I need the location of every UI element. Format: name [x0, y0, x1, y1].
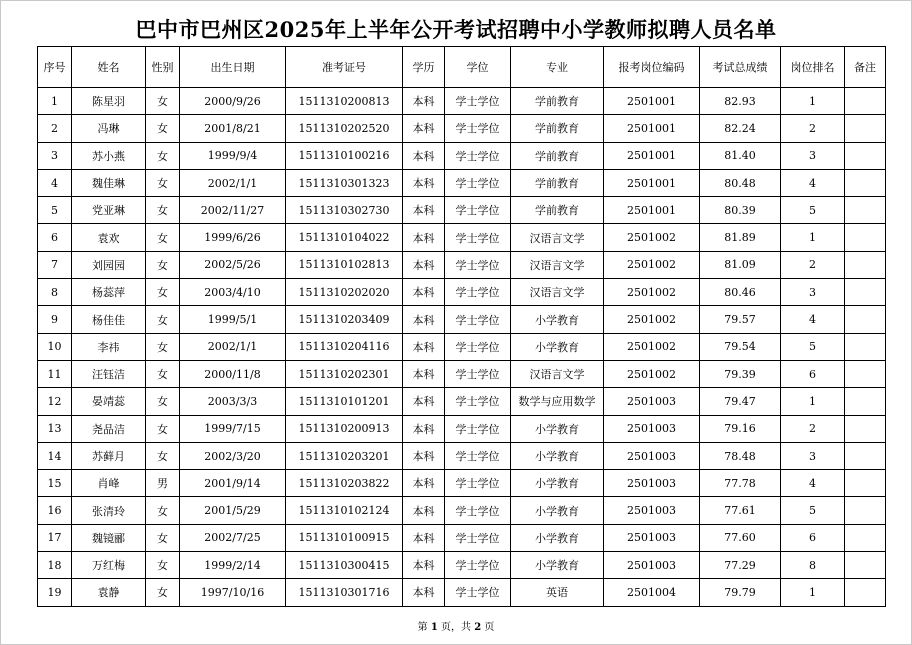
cell-degree: 学士学位 [445, 415, 511, 442]
cell-degree: 学士学位 [445, 279, 511, 306]
cell-total-score: 79.54 [700, 333, 781, 360]
cell-name: 陈星羽 [72, 88, 146, 115]
page-title: 巴中市巴州区2025年上半年公开考试招聘中小学教师拟聘人员名单 [135, 17, 777, 42]
cell-education: 本科 [403, 497, 445, 524]
column-header-degree: 学位 [445, 47, 511, 88]
cell-rank: 8 [781, 552, 845, 579]
cell-gender: 女 [146, 524, 180, 551]
cell-total-score: 81.40 [700, 142, 781, 169]
cell-name: 杨佳佳 [72, 306, 146, 333]
cell-total-score: 82.24 [700, 115, 781, 142]
cell-gender: 女 [146, 88, 180, 115]
cell-exam-id: 1511310100216 [286, 142, 403, 169]
cell-birthdate: 2003/4/10 [180, 279, 286, 306]
cell-degree: 学士学位 [445, 306, 511, 333]
cell-index: 1 [38, 88, 72, 115]
cell-index: 3 [38, 142, 72, 169]
cell-index: 5 [38, 197, 72, 224]
cell-index: 2 [38, 115, 72, 142]
cell-rank: 5 [781, 497, 845, 524]
cell-total-score: 77.61 [700, 497, 781, 524]
cell-major: 汉语言文学 [511, 279, 604, 306]
cell-index: 9 [38, 306, 72, 333]
cell-education: 本科 [403, 169, 445, 196]
cell-position-code: 2501002 [604, 360, 700, 387]
cell-name: 刘园园 [72, 251, 146, 278]
footer-middle: 页，共 [441, 622, 471, 633]
column-header-birthdate: 出生日期 [180, 47, 286, 88]
cell-remarks [845, 251, 886, 278]
cell-total-score: 79.79 [700, 579, 781, 606]
cell-degree: 学士学位 [445, 88, 511, 115]
cell-major: 数学与应用数学 [511, 388, 604, 415]
cell-exam-id: 1511310203201 [286, 442, 403, 469]
table-row [38, 470, 886, 497]
column-header-total-score: 考试总成绩 [700, 47, 781, 88]
cell-total-score: 79.39 [700, 360, 781, 387]
cell-gender: 女 [146, 306, 180, 333]
cell-exam-id: 1511310202520 [286, 115, 403, 142]
cell-gender: 女 [146, 333, 180, 360]
cell-exam-id: 1511310203409 [286, 306, 403, 333]
table-row [38, 333, 886, 360]
cell-gender: 女 [146, 497, 180, 524]
cell-position-code: 2501001 [604, 115, 700, 142]
cell-major: 英语 [511, 579, 604, 606]
cell-remarks [845, 197, 886, 224]
cell-gender: 女 [146, 552, 180, 579]
cell-birthdate: 2002/5/26 [180, 251, 286, 278]
cell-index: 8 [38, 279, 72, 306]
cell-index: 4 [38, 169, 72, 196]
cell-remarks [845, 360, 886, 387]
cell-total-score: 81.09 [700, 251, 781, 278]
cell-rank: 2 [781, 415, 845, 442]
table-row [38, 224, 886, 251]
cell-total-score: 79.47 [700, 388, 781, 415]
cell-exam-id: 1511310302730 [286, 197, 403, 224]
cell-gender: 女 [146, 279, 180, 306]
cell-position-code: 2501002 [604, 251, 700, 278]
cell-degree: 学士学位 [445, 115, 511, 142]
cell-major: 小学教育 [511, 333, 604, 360]
cell-total-score: 80.39 [700, 197, 781, 224]
cell-name: 万红梅 [72, 552, 146, 579]
table-row [38, 306, 886, 333]
cell-education: 本科 [403, 251, 445, 278]
cell-major: 汉语言文学 [511, 360, 604, 387]
cell-major: 小学教育 [511, 497, 604, 524]
cell-birthdate: 2001/5/29 [180, 497, 286, 524]
cell-birthdate: 2002/11/27 [180, 197, 286, 224]
cell-education: 本科 [403, 115, 445, 142]
table-row [38, 415, 886, 442]
cell-degree: 学士学位 [445, 197, 511, 224]
cell-name: 袁欢 [72, 224, 146, 251]
cell-major: 小学教育 [511, 552, 604, 579]
cell-total-score: 81.89 [700, 224, 781, 251]
cell-remarks [845, 524, 886, 551]
cell-exam-id: 1511310202020 [286, 279, 403, 306]
cell-birthdate: 1997/10/16 [180, 579, 286, 606]
cell-exam-id: 1511310200813 [286, 88, 403, 115]
cell-remarks [845, 333, 886, 360]
cell-gender: 女 [146, 169, 180, 196]
cell-exam-id: 1511310203822 [286, 470, 403, 497]
cell-position-code: 2501003 [604, 497, 700, 524]
cell-education: 本科 [403, 388, 445, 415]
cell-degree: 学士学位 [445, 251, 511, 278]
table-row [38, 388, 886, 415]
cell-rank: 6 [781, 524, 845, 551]
cell-education: 本科 [403, 306, 445, 333]
cell-rank: 1 [781, 88, 845, 115]
footer-page-number: 1 [430, 622, 438, 633]
footer-prefix: 第 [417, 622, 428, 633]
cell-major: 学前教育 [511, 88, 604, 115]
table-row [38, 251, 886, 278]
cell-exam-id: 1511310300415 [286, 552, 403, 579]
cell-birthdate: 2002/1/1 [180, 169, 286, 196]
cell-birthdate: 1999/7/15 [180, 415, 286, 442]
cell-index: 14 [38, 442, 72, 469]
cell-rank: 4 [781, 306, 845, 333]
cell-remarks [845, 142, 886, 169]
cell-rank: 3 [781, 142, 845, 169]
cell-rank: 6 [781, 360, 845, 387]
cell-gender: 女 [146, 251, 180, 278]
table-row [38, 169, 886, 196]
cell-name: 魏佳琳 [72, 169, 146, 196]
cell-position-code: 2501003 [604, 524, 700, 551]
cell-remarks [845, 115, 886, 142]
cell-exam-id: 1511310204116 [286, 333, 403, 360]
cell-degree: 学士学位 [445, 552, 511, 579]
cell-index: 12 [38, 388, 72, 415]
cell-exam-id: 1511310102813 [286, 251, 403, 278]
cell-name: 张清玲 [72, 497, 146, 524]
cell-position-code: 2501001 [604, 88, 700, 115]
cell-birthdate: 2002/7/25 [180, 524, 286, 551]
cell-gender: 女 [146, 388, 180, 415]
cell-degree: 学士学位 [445, 497, 511, 524]
cell-exam-id: 1511310101201 [286, 388, 403, 415]
cell-total-score: 82.93 [700, 88, 781, 115]
cell-remarks [845, 306, 886, 333]
cell-name: 苏藓月 [72, 442, 146, 469]
cell-education: 本科 [403, 470, 445, 497]
cell-birthdate: 2002/1/1 [180, 333, 286, 360]
cell-total-score: 79.16 [700, 415, 781, 442]
cell-index: 16 [38, 497, 72, 524]
cell-birthdate: 2001/9/14 [180, 470, 286, 497]
cell-major: 小学教育 [511, 524, 604, 551]
cell-index: 13 [38, 415, 72, 442]
cell-major: 小学教育 [511, 470, 604, 497]
cell-gender: 女 [146, 442, 180, 469]
cell-remarks [845, 224, 886, 251]
column-header-exam-id: 准考证号 [286, 47, 403, 88]
cell-name: 魏镜郦 [72, 524, 146, 551]
cell-education: 本科 [403, 442, 445, 469]
cell-index: 11 [38, 360, 72, 387]
cell-education: 本科 [403, 415, 445, 442]
cell-gender: 女 [146, 142, 180, 169]
cell-birthdate: 1999/9/4 [180, 142, 286, 169]
page-footer [0, 618, 912, 633]
cell-position-code: 2501002 [604, 224, 700, 251]
cell-rank: 2 [781, 251, 845, 278]
cell-index: 6 [38, 224, 72, 251]
cell-name: 李祎 [72, 333, 146, 360]
cell-position-code: 2501003 [604, 552, 700, 579]
table-row [38, 360, 886, 387]
cell-degree: 学士学位 [445, 169, 511, 196]
column-header-remarks: 备注 [845, 47, 886, 88]
cell-gender: 女 [146, 197, 180, 224]
table-row [38, 497, 886, 524]
cell-degree: 学士学位 [445, 360, 511, 387]
cell-position-code: 2501001 [604, 169, 700, 196]
cell-major: 汉语言文学 [511, 224, 604, 251]
cell-rank: 3 [781, 442, 845, 469]
cell-name: 尧品洁 [72, 415, 146, 442]
cell-name: 晏靖蕊 [72, 388, 146, 415]
cell-education: 本科 [403, 579, 445, 606]
cell-degree: 学士学位 [445, 388, 511, 415]
candidates-table [37, 46, 886, 607]
table-row [38, 524, 886, 551]
cell-position-code: 2501002 [604, 306, 700, 333]
cell-education: 本科 [403, 524, 445, 551]
cell-degree: 学士学位 [445, 470, 511, 497]
cell-rank: 5 [781, 333, 845, 360]
cell-birthdate: 2003/3/3 [180, 388, 286, 415]
cell-remarks [845, 388, 886, 415]
cell-rank: 5 [781, 197, 845, 224]
table-row [38, 142, 886, 169]
cell-name: 肖峰 [72, 470, 146, 497]
cell-education: 本科 [403, 279, 445, 306]
cell-gender: 女 [146, 115, 180, 142]
cell-major: 小学教育 [511, 415, 604, 442]
cell-gender: 女 [146, 415, 180, 442]
table-row [38, 552, 886, 579]
cell-name: 杨蕊萍 [72, 279, 146, 306]
cell-rank: 1 [781, 388, 845, 415]
cell-remarks [845, 497, 886, 524]
cell-major: 学前教育 [511, 115, 604, 142]
table-row [38, 115, 886, 142]
table-row [38, 442, 886, 469]
cell-index: 17 [38, 524, 72, 551]
cell-position-code: 2501003 [604, 442, 700, 469]
cell-total-score: 79.57 [700, 306, 781, 333]
cell-position-code: 2501002 [604, 333, 700, 360]
cell-total-score: 77.29 [700, 552, 781, 579]
column-header-education: 学历 [403, 47, 445, 88]
cell-position-code: 2501002 [604, 279, 700, 306]
table-body [38, 88, 886, 607]
cell-education: 本科 [403, 552, 445, 579]
cell-education: 本科 [403, 88, 445, 115]
cell-exam-id: 1511310301716 [286, 579, 403, 606]
cell-rank: 1 [781, 579, 845, 606]
cell-degree: 学士学位 [445, 142, 511, 169]
cell-remarks [845, 470, 886, 497]
cell-degree: 学士学位 [445, 224, 511, 251]
cell-remarks [845, 579, 886, 606]
cell-birthdate: 2000/11/8 [180, 360, 286, 387]
cell-name: 苏小燕 [72, 142, 146, 169]
cell-gender: 女 [146, 224, 180, 251]
header-row [38, 47, 886, 88]
cell-exam-id: 1511310202301 [286, 360, 403, 387]
cell-education: 本科 [403, 224, 445, 251]
column-header-index: 序号 [38, 47, 72, 88]
table-row [38, 88, 886, 115]
cell-position-code: 2501001 [604, 142, 700, 169]
cell-birthdate: 2000/9/26 [180, 88, 286, 115]
cell-degree: 学士学位 [445, 442, 511, 469]
cell-major: 学前教育 [511, 169, 604, 196]
cell-index: 15 [38, 470, 72, 497]
cell-name: 冯琳 [72, 115, 146, 142]
cell-education: 本科 [403, 360, 445, 387]
cell-index: 18 [38, 552, 72, 579]
cell-major: 小学教育 [511, 306, 604, 333]
cell-major: 汉语言文学 [511, 251, 604, 278]
cell-name: 汪钰洁 [72, 360, 146, 387]
cell-major: 小学教育 [511, 442, 604, 469]
cell-total-score: 78.48 [700, 442, 781, 469]
cell-rank: 3 [781, 279, 845, 306]
cell-degree: 学士学位 [445, 579, 511, 606]
cell-major: 学前教育 [511, 197, 604, 224]
cell-birthdate: 2001/8/21 [180, 115, 286, 142]
cell-index: 10 [38, 333, 72, 360]
cell-birthdate: 2002/3/20 [180, 442, 286, 469]
footer-total-pages: 2 [474, 622, 482, 633]
column-header-position-code: 报考岗位编码 [604, 47, 700, 88]
cell-education: 本科 [403, 197, 445, 224]
cell-education: 本科 [403, 142, 445, 169]
cell-remarks [845, 442, 886, 469]
table-row [38, 579, 886, 606]
cell-total-score: 77.60 [700, 524, 781, 551]
cell-rank: 2 [781, 115, 845, 142]
cell-exam-id: 1511310301323 [286, 169, 403, 196]
cell-remarks [845, 279, 886, 306]
column-header-gender: 性别 [146, 47, 180, 88]
cell-degree: 学士学位 [445, 333, 511, 360]
cell-position-code: 2501003 [604, 415, 700, 442]
cell-name: 袁静 [72, 579, 146, 606]
table-row [38, 197, 886, 224]
cell-birthdate: 1999/2/14 [180, 552, 286, 579]
cell-rank: 4 [781, 470, 845, 497]
cell-rank: 4 [781, 169, 845, 196]
cell-index: 7 [38, 251, 72, 278]
cell-gender: 女 [146, 579, 180, 606]
cell-position-code: 2501001 [604, 197, 700, 224]
cell-gender: 男 [146, 470, 180, 497]
cell-total-score: 77.78 [700, 470, 781, 497]
cell-exam-id: 1511310102124 [286, 497, 403, 524]
cell-rank: 1 [781, 224, 845, 251]
cell-remarks [845, 88, 886, 115]
cell-total-score: 80.48 [700, 169, 781, 196]
cell-position-code: 2501003 [604, 388, 700, 415]
cell-position-code: 2501003 [604, 470, 700, 497]
column-header-rank: 岗位排名 [781, 47, 845, 88]
cell-position-code: 2501004 [604, 579, 700, 606]
cell-birthdate: 1999/5/1 [180, 306, 286, 333]
cell-remarks [845, 415, 886, 442]
cell-remarks [845, 169, 886, 196]
cell-total-score: 80.46 [700, 279, 781, 306]
cell-exam-id: 1511310104022 [286, 224, 403, 251]
footer-suffix: 页 [484, 622, 495, 633]
cell-birthdate: 1999/6/26 [180, 224, 286, 251]
cell-gender: 女 [146, 360, 180, 387]
cell-exam-id: 1511310200913 [286, 415, 403, 442]
cell-index: 19 [38, 579, 72, 606]
cell-remarks [845, 552, 886, 579]
cell-name: 党亚琳 [72, 197, 146, 224]
cell-major: 学前教育 [511, 142, 604, 169]
column-header-name: 姓名 [72, 47, 146, 88]
cell-degree: 学士学位 [445, 524, 511, 551]
cell-exam-id: 1511310100915 [286, 524, 403, 551]
table-row [38, 279, 886, 306]
cell-education: 本科 [403, 333, 445, 360]
column-header-major: 专业 [511, 47, 604, 88]
